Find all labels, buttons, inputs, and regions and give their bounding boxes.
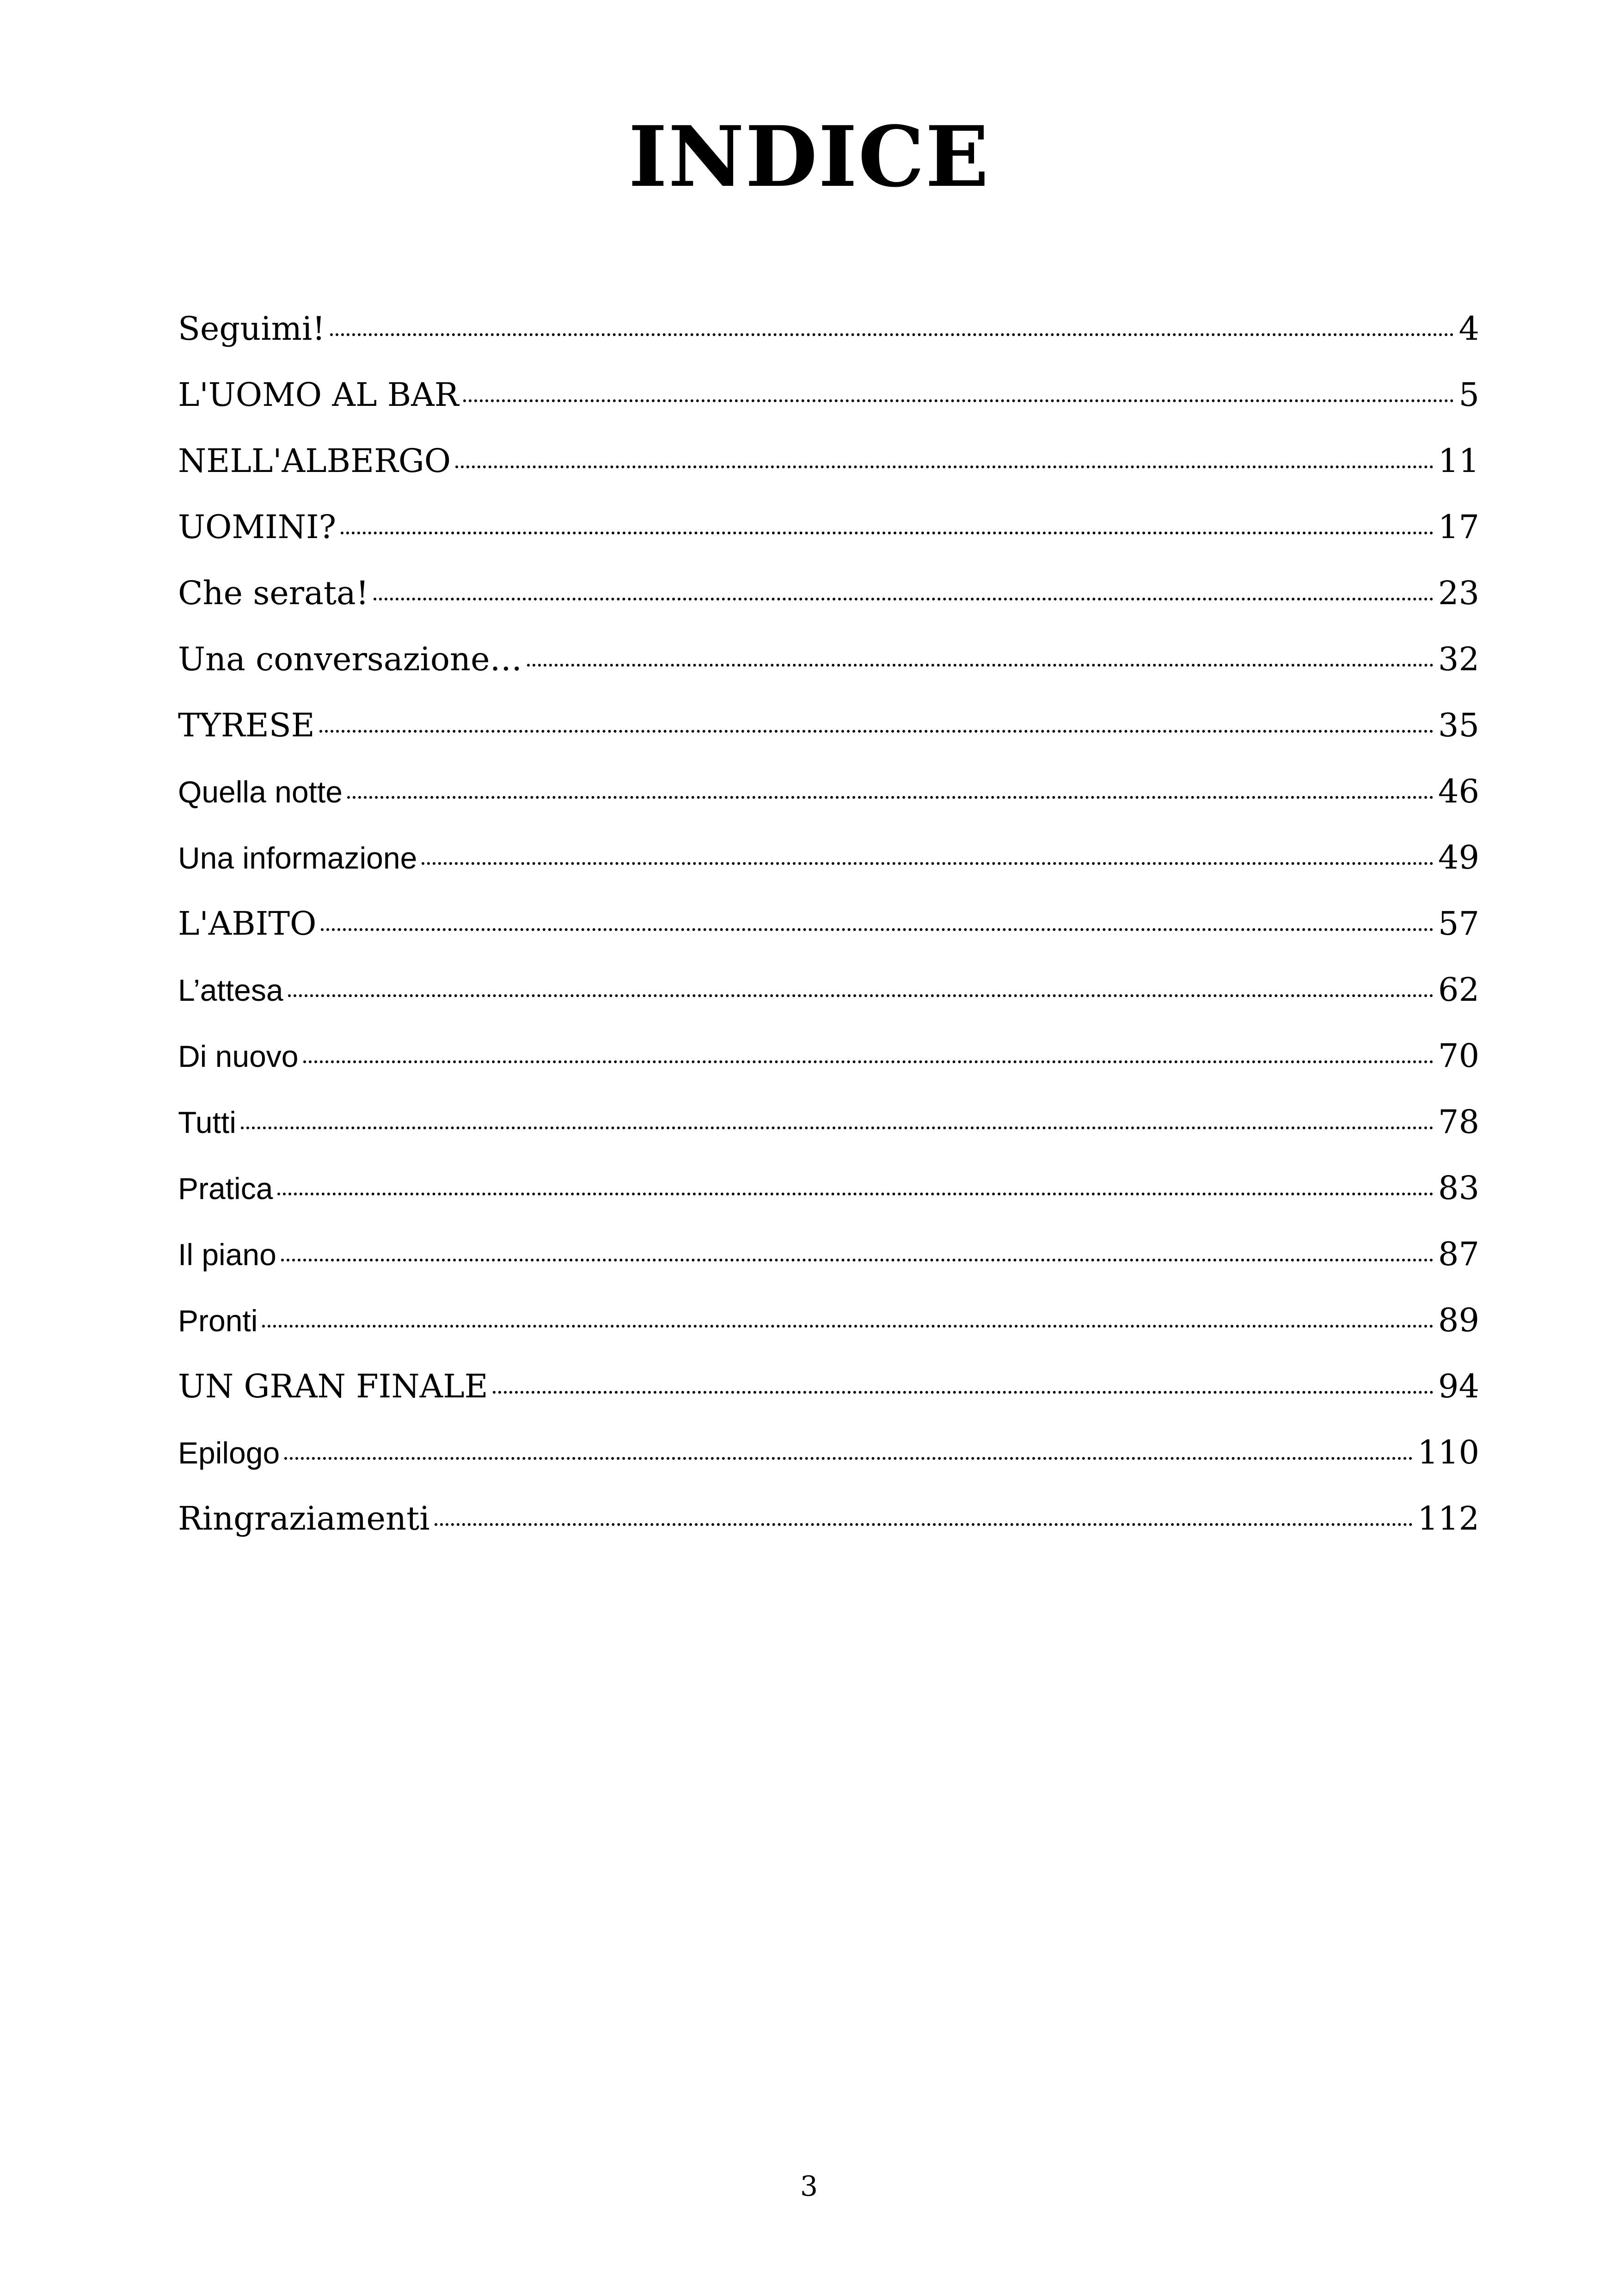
toc-entry[interactable] xyxy=(178,362,1479,428)
toc-entry-title: Epilogo xyxy=(178,1436,280,1470)
toc-entry[interactable] xyxy=(178,1486,1479,1552)
toc-entry-page: 110 xyxy=(1417,1433,1479,1471)
toc-entry-title: UN GRAN FINALE xyxy=(178,1367,488,1405)
dot-leader xyxy=(281,1259,1434,1261)
toc-entry[interactable] xyxy=(178,494,1479,560)
toc-entry[interactable] xyxy=(178,891,1479,957)
toc-entry[interactable] xyxy=(178,1023,1479,1089)
toc-entry-page: 78 xyxy=(1438,1103,1479,1141)
dot-leader xyxy=(374,598,1434,600)
page-number: 3 xyxy=(800,2170,818,2203)
dot-leader xyxy=(241,1127,1434,1129)
toc-entry[interactable] xyxy=(178,692,1479,759)
toc-entry[interactable] xyxy=(178,1287,1479,1353)
toc-entry-page: 94 xyxy=(1438,1367,1479,1405)
toc-entry-title: Una conversazione… xyxy=(178,640,522,678)
dot-leader xyxy=(319,730,1434,733)
toc-entry-page: 32 xyxy=(1438,640,1479,678)
toc-entry-page: 89 xyxy=(1438,1301,1479,1339)
dot-leader xyxy=(321,928,1433,931)
toc-entry[interactable] xyxy=(178,957,1479,1023)
toc-entry-page: 23 xyxy=(1438,574,1479,612)
toc-entry-title: Pratica xyxy=(178,1171,273,1206)
toc-entry[interactable] xyxy=(178,560,1479,626)
toc-entry[interactable] xyxy=(178,759,1479,825)
toc-entry-title: Quella notte xyxy=(178,775,343,809)
toc-entry-title: Il piano xyxy=(178,1237,276,1272)
toc-entry-title: UOMINI? xyxy=(178,508,337,546)
dot-leader xyxy=(347,796,1434,799)
toc-entry-page: 46 xyxy=(1438,772,1479,810)
toc-entry-page: 87 xyxy=(1438,1235,1479,1273)
toc-entry[interactable] xyxy=(178,1420,1479,1486)
toc-entry-page: 112 xyxy=(1417,1500,1479,1537)
dot-leader xyxy=(435,1523,1413,1526)
toc-entry-title: Di nuovo xyxy=(178,1039,299,1073)
dot-leader xyxy=(493,1391,1434,1394)
toc-entry-page: 57 xyxy=(1438,905,1479,943)
toc-entry-page: 11 xyxy=(1438,442,1479,480)
dot-leader xyxy=(303,1060,1434,1063)
toc-entry-page: 70 xyxy=(1438,1037,1479,1075)
toc-entry[interactable] xyxy=(178,428,1479,494)
dot-leader xyxy=(422,862,1434,865)
toc-entry-title: L'ABITO xyxy=(178,905,317,943)
toc-entry[interactable] xyxy=(178,1155,1479,1221)
toc-entry-title: NELL'ALBERGO xyxy=(178,442,451,480)
toc-entry[interactable] xyxy=(178,626,1479,692)
toc-entry-title: Pronti xyxy=(178,1304,258,1338)
toc-entry-title: TYRESE xyxy=(178,706,315,744)
toc-entry-page: 5 xyxy=(1459,376,1479,414)
table-of-contents xyxy=(178,296,1479,1552)
toc-entry-title: L’attesa xyxy=(178,973,283,1007)
toc-entry-title: Che serata! xyxy=(178,574,369,612)
dot-leader xyxy=(277,1193,1434,1195)
toc-entry-page: 49 xyxy=(1438,839,1479,876)
toc-entry-title: Seguimi! xyxy=(178,310,325,348)
toc-entry[interactable] xyxy=(178,296,1479,362)
toc-entry-title: Tutti xyxy=(178,1105,236,1139)
toc-entry[interactable] xyxy=(178,825,1479,891)
toc-entry-page: 62 xyxy=(1438,971,1479,1009)
dot-leader xyxy=(330,333,1454,336)
toc-entry[interactable] xyxy=(178,1221,1479,1287)
toc-entry-title: Una informazione xyxy=(178,841,417,875)
toc-entry-page: 35 xyxy=(1438,706,1479,744)
toc-entry[interactable] xyxy=(178,1089,1479,1155)
dot-leader xyxy=(262,1325,1434,1328)
page-title: INDICE xyxy=(628,108,990,206)
toc-entry-page: 83 xyxy=(1438,1169,1479,1207)
toc-entry-title: Ringraziamenti xyxy=(178,1500,430,1537)
toc-entry-title: L'UOMO AL BAR xyxy=(178,376,459,414)
toc-entry-page: 17 xyxy=(1438,508,1479,546)
dot-leader xyxy=(463,399,1454,402)
toc-entry-page: 4 xyxy=(1459,310,1479,348)
toc-entry[interactable] xyxy=(178,1353,1479,1420)
dot-leader xyxy=(288,994,1434,997)
dot-leader xyxy=(341,532,1434,534)
dot-leader xyxy=(527,664,1434,667)
dot-leader xyxy=(284,1457,1413,1460)
dot-leader xyxy=(455,465,1434,468)
